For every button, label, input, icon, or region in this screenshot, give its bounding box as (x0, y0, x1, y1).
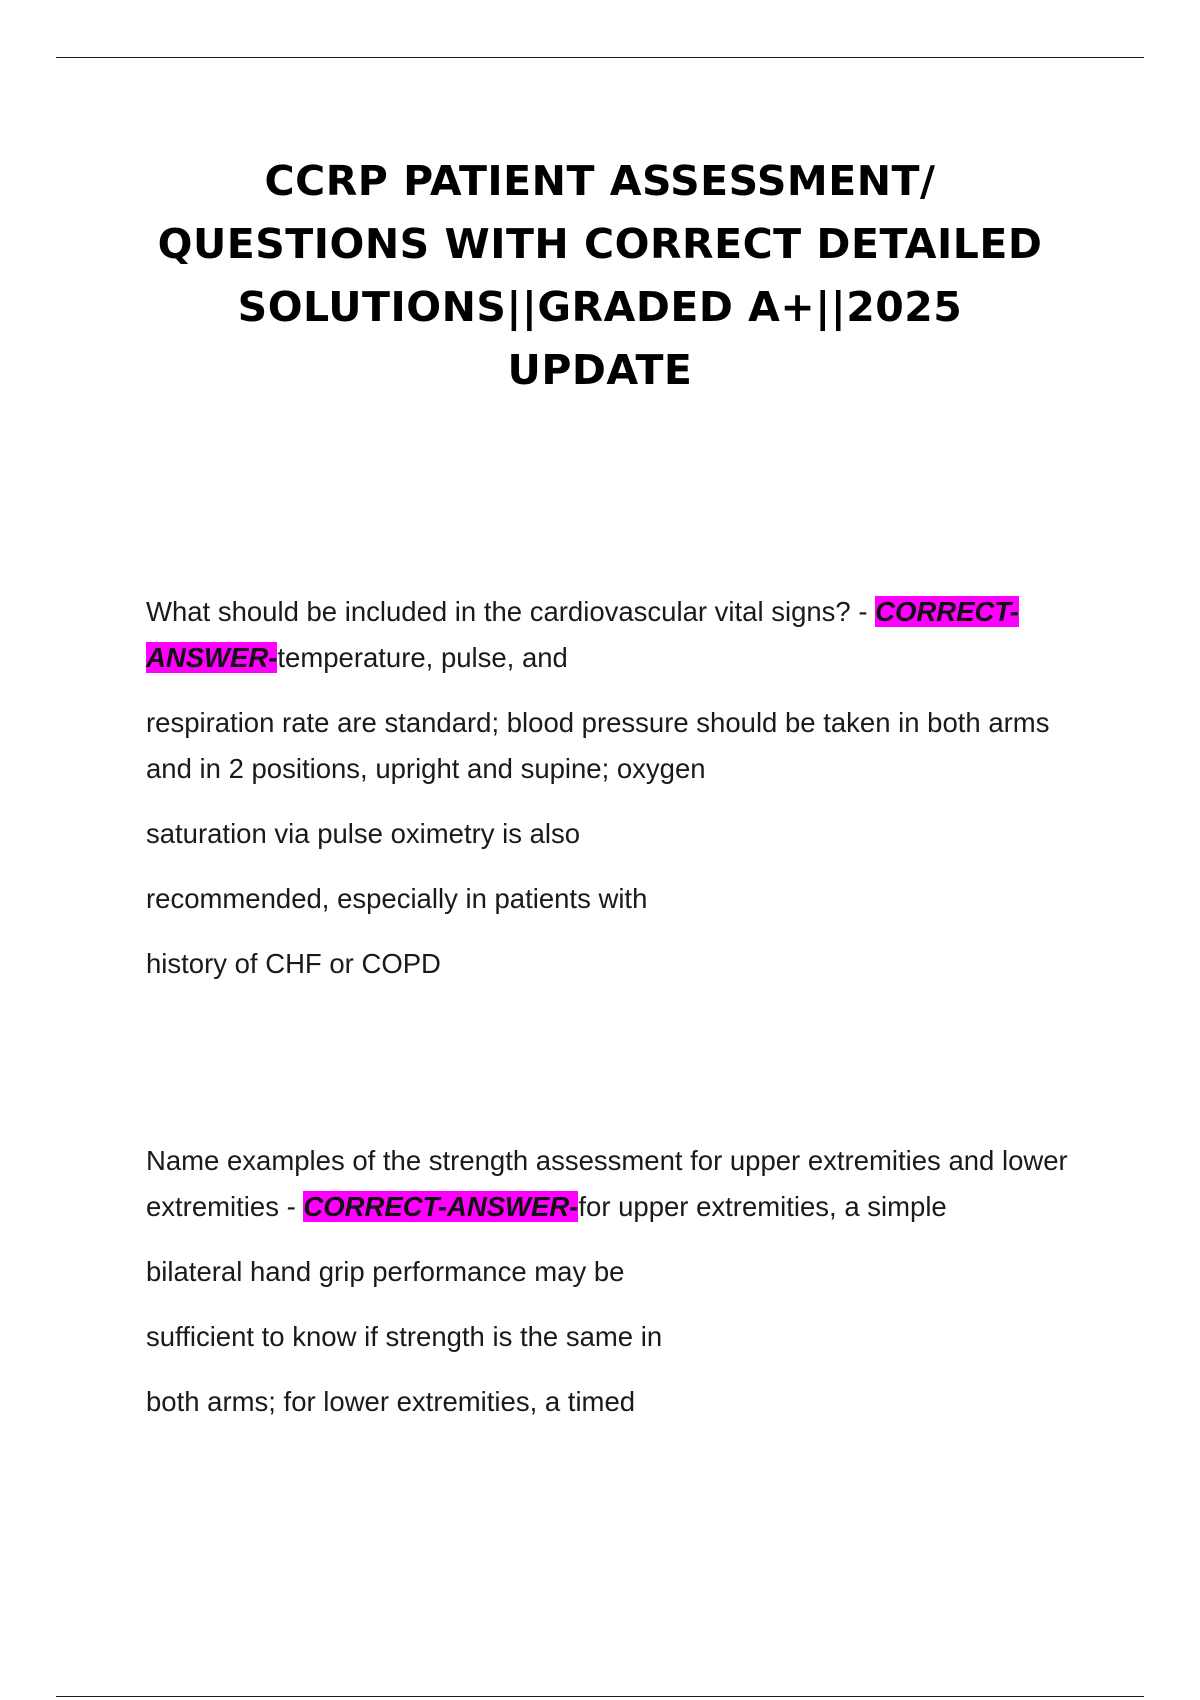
qa-question-block (146, 1138, 1086, 1230)
answer-line: respiration rate are standard; blood pressure should be taken in both arms and in 2 positions, upright and supine; oxygen (146, 707, 1050, 784)
answer-line: history of CHF or COPD (146, 948, 441, 979)
qa-item-2 (146, 1138, 1086, 1425)
top-rule (56, 57, 1144, 58)
question-text: Name examples of the strength assessment for upper extremities and lower extremities - (146, 1145, 1068, 1222)
page-title: CCRP PATIENT ASSESSMENT/ QUESTIONS WITH CORRECT DETAILED SOLUTIONS||GRADED A+||2025 UPDATE (157, 157, 1043, 394)
answer-line: both arms; for lower extremities, a timed (146, 1386, 636, 1417)
answer-line: saturation via pulse oximetry is also (146, 818, 581, 849)
answer-line: bilateral hand grip performance may be (146, 1256, 625, 1287)
bottom-rule (56, 1696, 1144, 1697)
answer-marker: CORRECT-ANSWER- (303, 1191, 579, 1222)
answer-line: for upper extremities, a simple (578, 1191, 947, 1222)
question-text: What should be included in the cardiovascular vital signs? - (146, 596, 876, 627)
answer-line: recommended, especially in patients with (146, 883, 648, 914)
answer-line: sufficient to know if strength is the same in (146, 1321, 663, 1352)
qa-question-block (146, 589, 1086, 681)
answer-marker: CORRECT-ANSWER- (146, 596, 1019, 673)
qa-item-1 (146, 589, 1086, 987)
answer-line: temperature, pulse, and (277, 642, 568, 673)
